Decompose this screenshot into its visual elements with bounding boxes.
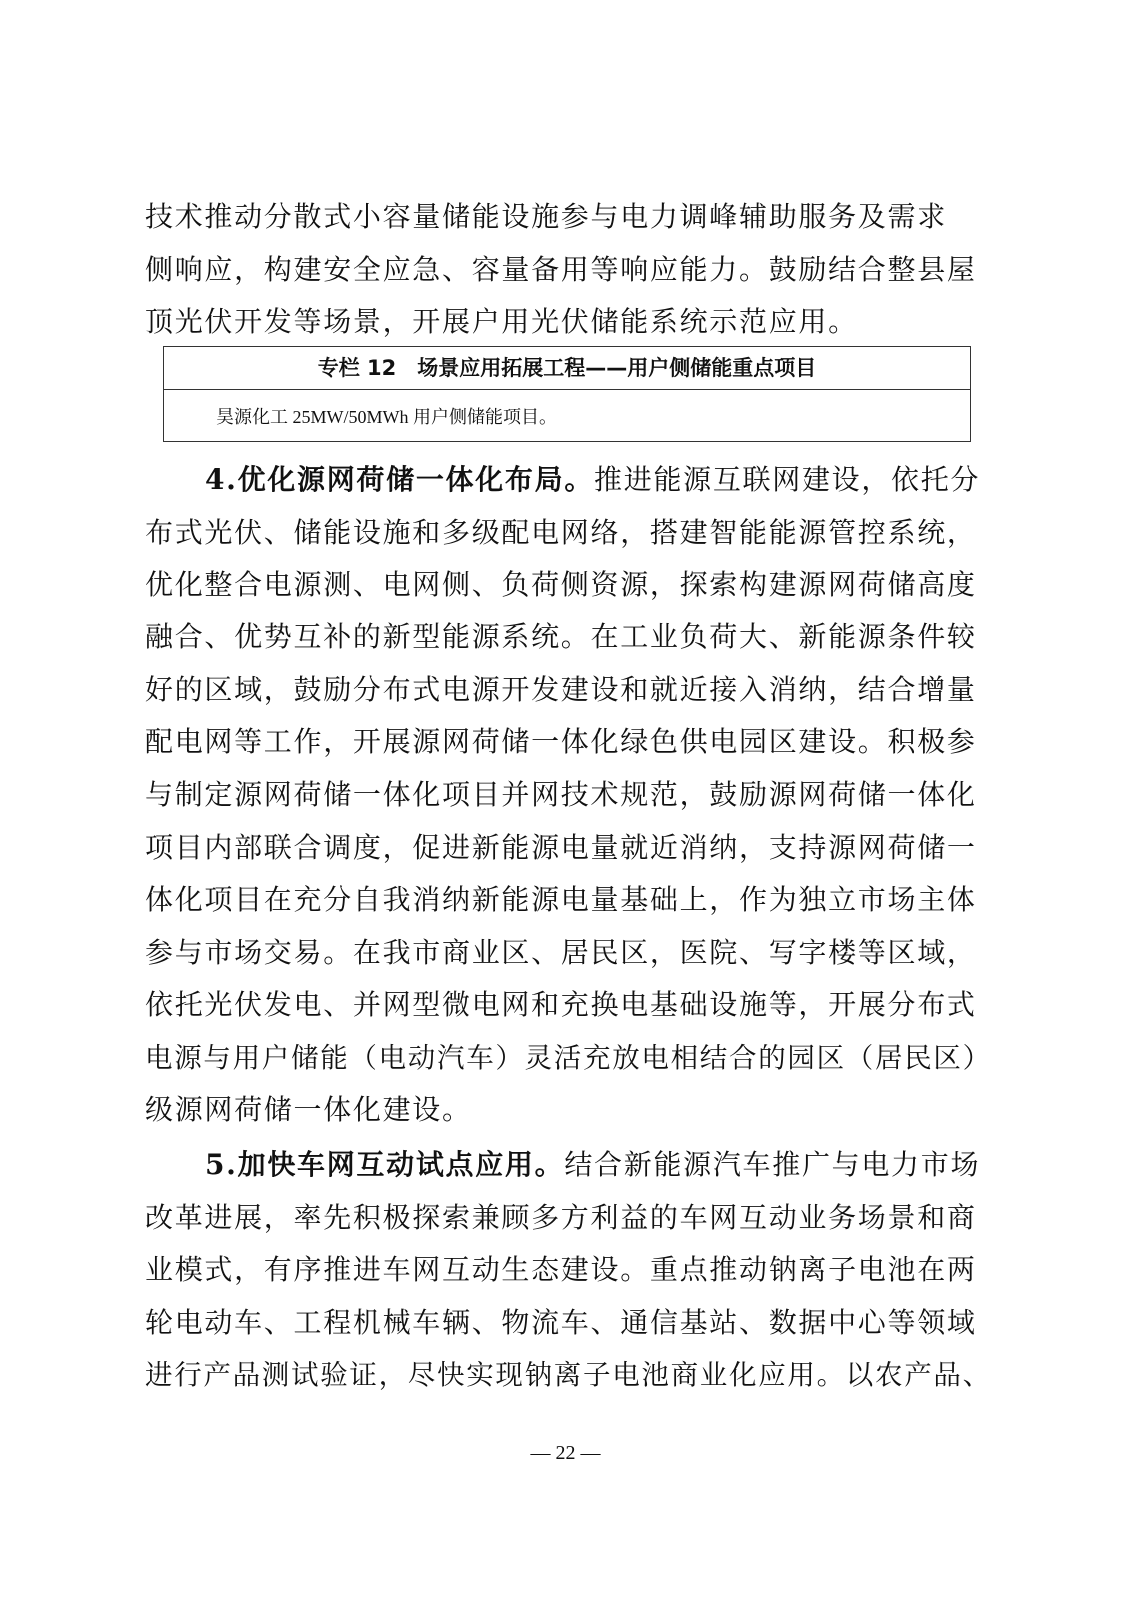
paragraph-line: 级源网荷储一体化建设。 bbox=[145, 1093, 472, 1126]
paragraph-line: 配电网等工作，开展源网荷储一体化绿色供电园区建设。积极参 bbox=[145, 725, 977, 758]
paragraph-line: 项目内部联合调度，促进新能源电量就近消纳，支持源网荷储一 bbox=[145, 831, 977, 864]
section-4-heading: 4.优化源网荷储一体化布局。 bbox=[205, 463, 595, 496]
section-5-heading: 5.加快车网互动试点应用。 bbox=[205, 1148, 565, 1181]
paragraph-line: 进行产品测试验证，尽快实现钠离子电池商业化应用。以农产品、 bbox=[145, 1359, 992, 1391]
paragraph-line: 参与市场交易。在我市商业区、居民区，医院、写字楼等区域， bbox=[145, 936, 977, 969]
paragraph-line: 顶光伏开发等场景，开展户用光伏储能系统示范应用。 bbox=[145, 305, 858, 338]
feature-box-body: 昊源化工 25MW/50MWh 用户侧储能项目。 bbox=[216, 407, 557, 427]
paragraph-line: 布式光伏、储能设施和多级配电网络，搭建智能能源管控系统， bbox=[145, 516, 977, 549]
paragraph-line: 好的区域，鼓励分布式电源开发建设和就近接入消纳，结合增量 bbox=[145, 673, 977, 706]
paragraph-line: 优化整合电源测、电网侧、负荷侧资源，探索构建源网荷储高度 bbox=[145, 568, 977, 601]
paragraph-line: 技术推动分散式小容量储能设施参与电力调峰辅助服务及需求 bbox=[145, 200, 947, 233]
paragraph-line: 轮电动车、工程机械车辆、物流车、通信基站、数据中心等领域 bbox=[145, 1306, 977, 1339]
paragraph-line: 改革进展，率先积极探索兼顾多方利益的车网互动业务场景和商 bbox=[145, 1201, 977, 1234]
paragraph-line: 体化项目在充分自我消纳新能源电量基础上，作为独立市场主体 bbox=[145, 883, 977, 916]
feature-box bbox=[163, 346, 971, 442]
section-4-text: 推进能源互联网建设，依托分 bbox=[594, 463, 981, 496]
section-5-first-line bbox=[205, 1145, 995, 1185]
section-5-text: 结合新能源汽车推广与电力市场 bbox=[564, 1148, 981, 1181]
paragraph-line: 与制定源网荷储一体化项目并网技术规范，鼓励源网荷储一体化 bbox=[145, 778, 977, 811]
paragraph-line: 电源与用户储能（电动汽车）灵活充放电相结合的园区（居民区） bbox=[145, 1042, 992, 1074]
page-number: — 22 — bbox=[530, 1442, 601, 1464]
section-4-first-line bbox=[205, 460, 995, 500]
paragraph-line: 业模式，有序推进车网互动生态建设。重点推动钠离子电池在两 bbox=[145, 1253, 977, 1286]
paragraph-line: 侧响应，构建安全应急、容量备用等响应能力。鼓励结合整县屋 bbox=[145, 253, 977, 286]
paragraph-line: 依托光伏发电、并网型微电网和充换电基础设施等，开展分布式 bbox=[145, 988, 977, 1021]
feature-box-title: 专栏 12 场景应用拓展工程——用户侧储能重点项目 bbox=[164, 347, 970, 390]
paragraph-line: 融合、优势互补的新型能源系统。在工业负荷大、新能源条件较 bbox=[145, 620, 977, 653]
